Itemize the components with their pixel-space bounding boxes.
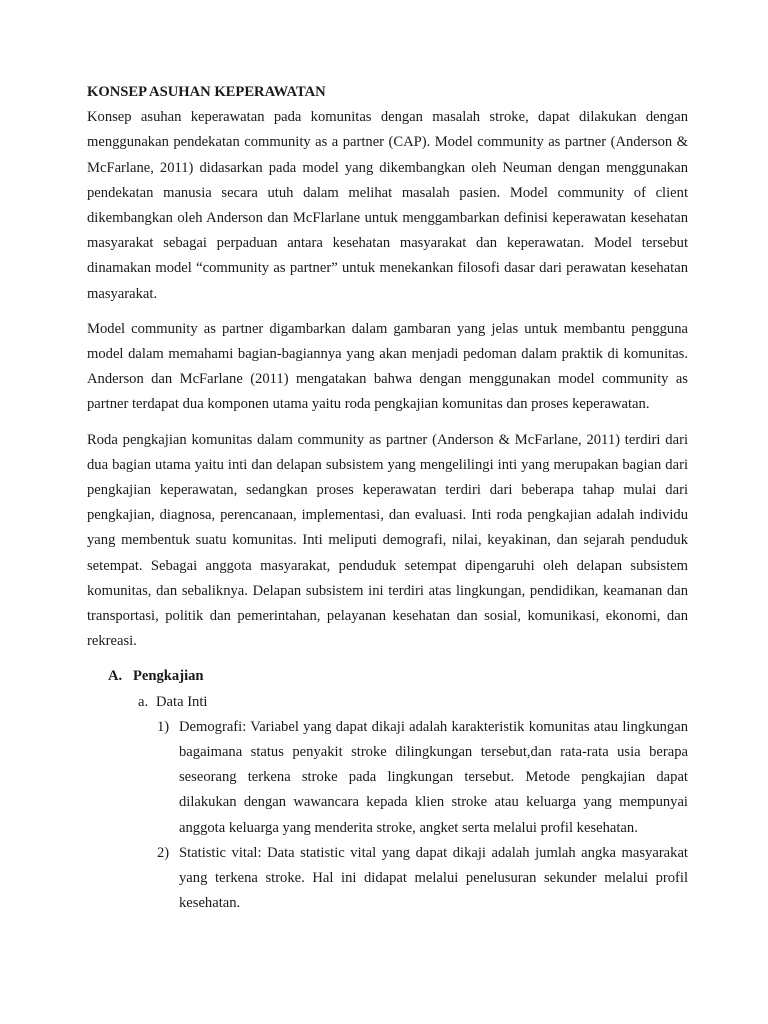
- section-letter: A.: [108, 668, 123, 685]
- paragraph-intro: Konsep asuhan keperawatan pada komunitas dengan masalah stroke, dapat dilakukan dengan menggunakan pendekatan community as a partner (CAP). Model community as partner (Anderson & McFarlane, 2011) didasarkan pada model yang dikembangkan oleh Neuman dengan menggunakan pendekatan manusia secara utuh dalam melihat masalah pasien. Model community of client dikembangkan oleh Anderson dan McFlarlane untuk menggambarkan definisi keperawatan kesehatan masyarakat sebagai perpaduan antara kesehatan masyarakat dan keperawatan. Model tersebut dinamakan model “community as partner” untuk menekankan filosofi dasar dari perawatan kesehatan masyarakat.: [87, 109, 688, 302]
- list-item-number: 1): [157, 718, 170, 735]
- document-title: KONSEP ASUHAN KEPERAWATAN: [87, 84, 326, 100]
- list-item-demografi: [87, 715, 688, 841]
- paragraph-assessment-wheel: Roda pengkajian komunitas dalam community as partner (Anderson & McFarlane, 2011) terdiri dari dua bagian utama yaitu inti dan delapan subsistem yang mengelilingi inti yang merupakan bagian dari pengkajian keperawatan, sedangkan proses keperawatan terdiri dari beberapa tahap mulai dari pengkajian, diagnosa, perencanaan, implementasi, dan evaluasi. Inti roda pengkajian adalah individu yang membentuk suatu komunitas. Inti meliputi demografi, nilai, keyakinan, dan sejarah penduduk setempat. Sebagai anggota masyarakat, penduduk setempat dipengaruhi oleh delapan subsistem komunitas, dan sebaliknya. Delapan subsistem ini terdiri atas lingkungan, pendidikan, keamanan dan transportasi, politik dan pemerintahan, pelayanan kesehatan dan sosial, komunikasi, ekonomi, dan rekreasi.: [87, 431, 688, 650]
- list-item-text: Statistic vital: Data statistic vital yang dapat dikaji adalah jumlah angka masyarakat yang terkena stroke. Hal ini didapat melalui penelusuran sekunder melalui profil kesehatan.: [179, 844, 688, 912]
- section-heading: [87, 664, 688, 689]
- list-item-statistic-vital: [87, 841, 688, 917]
- list-item-text: Demografi: Variabel yang dapat dikaji adalah karakteristik komunitas atau lingkungan bagaimana status penyakit stroke dilingkungan tersebut,dan rata-rata usia berapa seseorang terkena stroke pada lingkungan tersebut. Metode pengkajian dapat dilakukan dengan wawancara kepada klien stroke atau keluarga yang mempunyai anggota keluarga yang menderita stroke, angket serta melalui profil kesehatan.: [179, 718, 688, 836]
- subsection-heading-text: Data Inti: [156, 693, 208, 710]
- list-item-number: 2): [157, 844, 170, 861]
- section-heading-text: Pengkajian: [133, 668, 204, 685]
- paragraph-model: Model community as partner digambarkan dalam gambaran yang jelas untuk membantu pengguna model dalam memahami bagian-bagiannya yang akan menjadi pedoman dalam praktik di komunitas. Anderson dan McFarlane (2011) mengatakan bahwa dengan menggunakan model community as partner terdapat dua komponen utama yaitu roda pengkajian komunitas dan proses keperawatan.: [87, 320, 688, 413]
- section-pengkajian: [87, 664, 688, 916]
- document-body: [87, 80, 688, 917]
- subsection-heading: [87, 690, 688, 715]
- subsection-letter: a.: [138, 693, 149, 710]
